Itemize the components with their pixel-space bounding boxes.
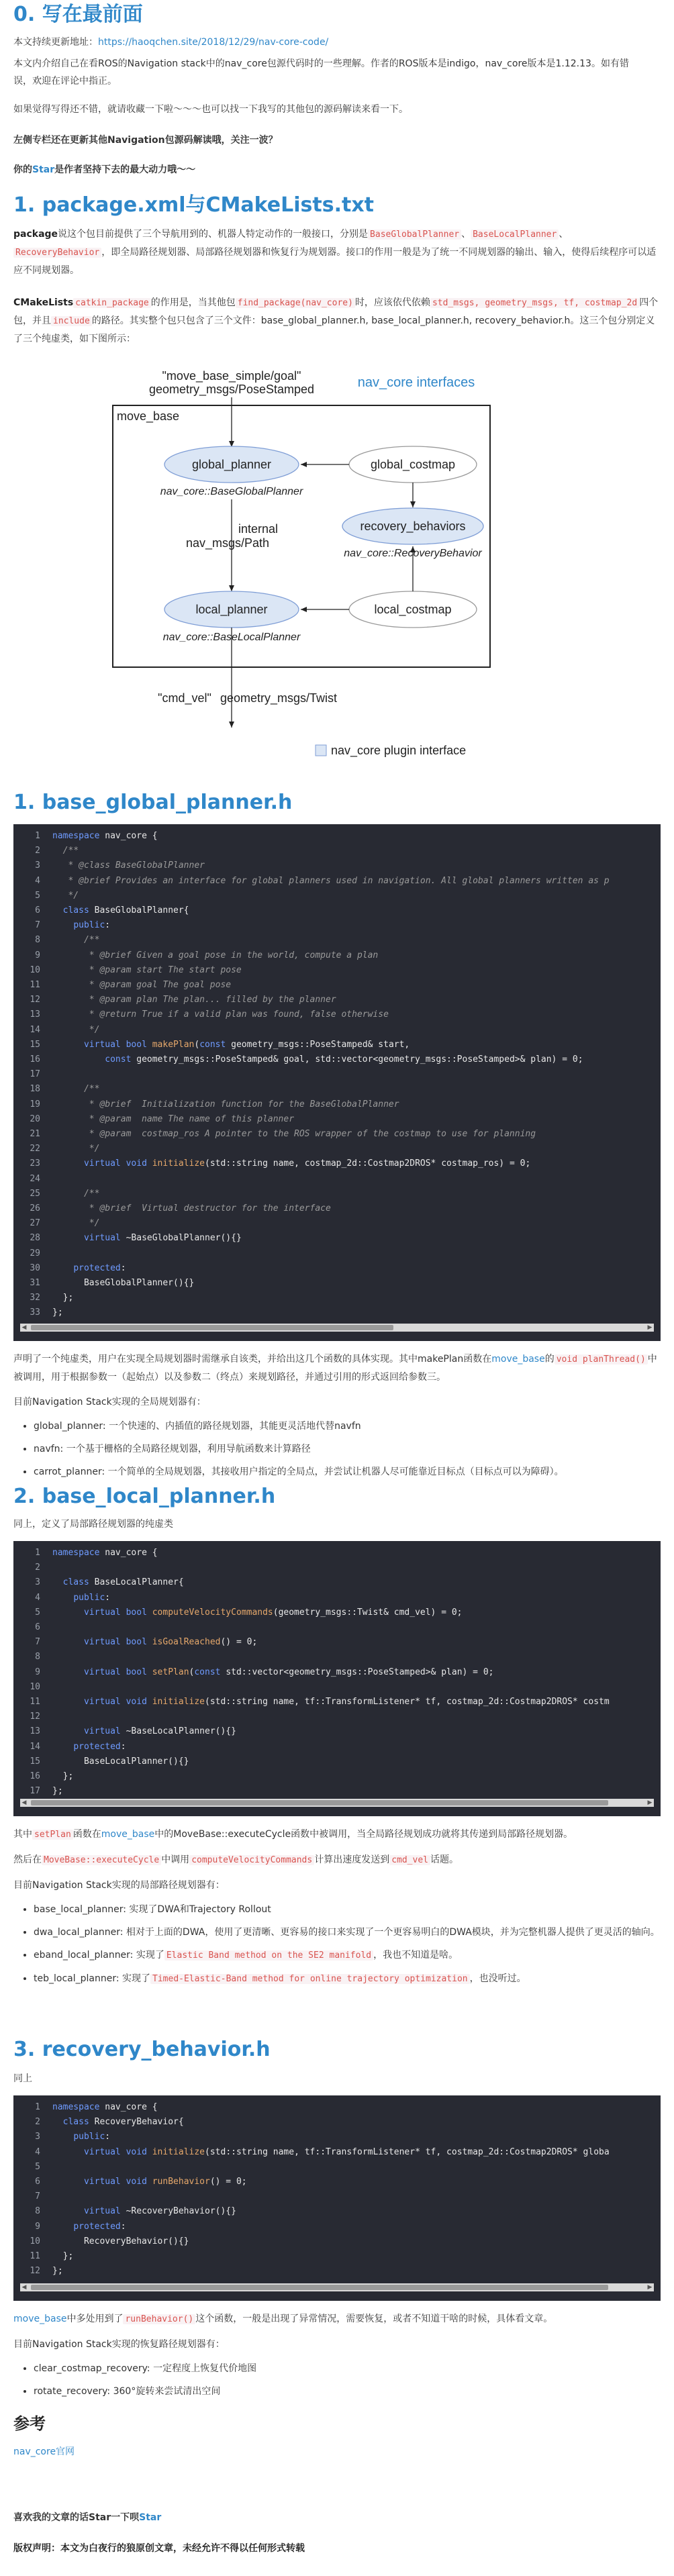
code-line-number: 11 xyxy=(30,1697,40,1707)
code-line: * @param start The start pose xyxy=(52,964,242,975)
code-line-number: 21 xyxy=(30,1129,40,1139)
intro-star-suffix: 是作者坚持下去的最大动力哦～～ xyxy=(54,164,196,175)
code-line: }; xyxy=(52,1771,74,1781)
code-line-number: 19 xyxy=(30,1099,40,1109)
cmake-term: CMakeLists xyxy=(13,297,74,308)
code-line-number: 22 xyxy=(30,1144,40,1154)
code-line: virtual bool isGoalReached() = 0; xyxy=(83,1637,258,1648)
recovery-description xyxy=(13,2310,661,2328)
section-title-global: 1. base_global_planner.h xyxy=(13,791,293,814)
code-line: }; xyxy=(52,2251,74,2261)
code-recovery: RecoveryBehavior xyxy=(13,248,101,258)
code-block-recovery xyxy=(13,2095,661,2301)
list-item: • base_local_planner: 实现了DWA和Trajectory Rollout xyxy=(34,1901,674,1918)
code-line-number: 7 xyxy=(35,920,40,931)
sep-1: 、 xyxy=(461,229,471,240)
code-line: virtual bool computeVelocityCommands(geometry_msgs::Twist& cmd_vel) = 0; xyxy=(83,1607,463,1618)
move-base-link[interactable]: move_base xyxy=(491,1354,545,1365)
code-line: /** xyxy=(52,846,79,856)
legend-label: nav_core plugin interface xyxy=(331,744,467,757)
move-base-link[interactable]: move_base xyxy=(101,1829,155,1840)
code-line-number: 2 xyxy=(35,846,40,856)
code-line: namespace nav_core { xyxy=(52,1548,158,1558)
scroll-left-icon[interactable]: ◀ xyxy=(21,1799,27,1806)
code-line-number: 24 xyxy=(30,1173,40,1184)
code-line: * @class BaseGlobalPlanner xyxy=(52,860,205,871)
code-line: }; xyxy=(52,1293,74,1303)
code-line: public: xyxy=(73,1592,111,1603)
code-line-number: 33 xyxy=(30,1307,40,1318)
scroll-thumb[interactable] xyxy=(31,2285,608,2290)
code-line-number: 7 xyxy=(35,2191,40,2202)
code-scrollbar-global[interactable] xyxy=(20,1324,654,1332)
section-title-local: 2. base_local_planner.h xyxy=(13,1485,276,1508)
code-line: class BaseGlobalPlanner{ xyxy=(62,905,189,915)
scroll-right-icon[interactable]: ▶ xyxy=(647,1324,653,1331)
sep-2: 、 xyxy=(559,229,569,240)
code-line-number: 12 xyxy=(30,995,40,1005)
list-item: • teb_local_planner: 实现了 Timed-Elastic-Band method for online trajectory optimization ，也没听过。 xyxy=(34,1970,674,1988)
global-costmap-label: global_costmap xyxy=(370,458,456,471)
footer-star-link[interactable]: Star xyxy=(139,2512,162,2523)
local-planner-iface: nav_core::BaseLocalPlanner xyxy=(162,632,301,643)
move-base-link[interactable]: move_base xyxy=(13,2314,67,2324)
intro-paragraph-3: 左侧专栏还在更新其他Navigation包源码解读哦，关注一波？ xyxy=(13,135,278,146)
local-intro: 同上，定义了局部路径规划器的纯虚类 xyxy=(13,1519,173,1530)
code-line-number: 13 xyxy=(30,1726,40,1737)
code-block-global xyxy=(13,824,661,1341)
code-line: * @param goal The goal pose xyxy=(52,980,232,990)
code-execute-cycle: MoveBase::executeCycle xyxy=(42,1855,161,1865)
code-line-number: 32 xyxy=(30,1293,40,1303)
section-title-package: 1. package.xml与CMakeLists.txt xyxy=(13,193,375,217)
code-line: * @brief Virtual destructor for the interface xyxy=(52,1203,331,1213)
code-line: }; xyxy=(52,1307,63,1318)
code-line-number: 2 xyxy=(35,2117,40,2128)
code-line-number: 6 xyxy=(35,1622,40,1632)
diagram-title: nav_core interfaces xyxy=(357,375,475,390)
global-desc-text-3: 中被调用，用于根据参数一（起始点）以及参数二（终点）来规划路径，并通过引用的形式返回给参数三。 xyxy=(13,1354,657,1383)
code-line-number: 10 xyxy=(30,2236,40,2246)
list-item: • global_planner: 一个快速的、内插值的路径规划器，其能更灵活地代替navfn xyxy=(34,1418,674,1435)
list-item: • carrot_planner: 一个简单的全局规划器，其接收用户指定的全局点，并尝试让机器人尽可能靠近目标点（目标点可以为障碍）。 xyxy=(34,1463,674,1481)
code-line-number: 30 xyxy=(30,1262,40,1273)
code-line: * @param costmap_ros A pointer to the ROS wrapper of the costmap to use for planning xyxy=(52,1129,536,1139)
code-line-number: 17 xyxy=(30,1786,40,1797)
code-line-number: 20 xyxy=(30,1113,40,1124)
local-desc2-text-1: 然后在 xyxy=(13,1854,42,1865)
code-set-plan: setPlan xyxy=(32,1830,73,1840)
code-line: * @brief Initialization function for the BaseGlobalPlanner xyxy=(52,1099,399,1109)
local-planner-list xyxy=(13,1901,674,1993)
references-title: 参考 xyxy=(13,2414,46,2433)
global-description xyxy=(13,1350,661,1386)
code-line-number: 15 xyxy=(30,1039,40,1050)
code-line: */ xyxy=(52,1024,100,1035)
code-line: protected: xyxy=(73,1262,126,1273)
recovery-label: recovery_behaviors xyxy=(360,519,466,533)
code-line-number: 3 xyxy=(35,860,40,871)
code-line: class RecoveryBehavior{ xyxy=(62,2117,184,2128)
code-find-package: find_package(nav_core) xyxy=(236,298,355,308)
code-eband: Elastic Band method on the SE2 manifold xyxy=(164,1950,373,1961)
internal-label: internal xyxy=(238,522,279,536)
local-desc2-text-4: 话题。 xyxy=(430,1854,459,1865)
scroll-right-icon[interactable]: ▶ xyxy=(647,2284,653,2291)
code-line-number: 14 xyxy=(30,1741,40,1752)
copyright-notice: 版权声明：本文为白夜行的狼原创文章，未经允许不得以任何形式转载 xyxy=(13,2543,305,2554)
code-line-number: 3 xyxy=(35,1577,40,1588)
code-line-number: 16 xyxy=(30,1054,40,1064)
code-line: BaseLocalPlanner(){} xyxy=(52,1756,189,1767)
code-line: virtual void runBehavior() = 0; xyxy=(83,2177,247,2187)
move-base-label: move_base xyxy=(117,409,180,423)
cmake-text-2: 时，应该依代依赖 xyxy=(354,297,430,308)
global-planner-label: global_planner xyxy=(191,458,272,471)
code-line-number: 9 xyxy=(35,2221,40,2232)
goal-topic-label: "move_base_simple/goal" xyxy=(162,369,301,383)
code-line-number: 3 xyxy=(35,2132,40,2142)
code-line: */ xyxy=(52,1144,100,1154)
package-text-2: ，即全局路径规划器、局部路径规划器和恢复行为规划器。接口的作用一般是为了统一不同规划器的输出、输入，使得后续程序可以适应不同规划器。 xyxy=(13,247,657,276)
code-catkin: catkin_package xyxy=(73,298,151,308)
footer-like xyxy=(13,2509,661,2526)
footer-like-text: 喜欢我的文章的话Star一下呗 xyxy=(13,2512,140,2523)
code-deps: std_msgs, geometry_msgs, tf, costmap_2d xyxy=(430,298,639,308)
local-desc-text-3: 中的MoveBase::executeCycle函数中被调用，当全局路径规划成功就将其传递到局部路径规划器。 xyxy=(154,1829,573,1840)
code-cmd-vel: cmd_vel xyxy=(389,1855,430,1865)
source-line xyxy=(13,34,661,51)
global-planner-iface: nav_core::BaseGlobalPlanner xyxy=(160,486,303,497)
code-teb: Timed-Elastic-Band method for online trajectory optimization xyxy=(150,1974,470,1984)
code-line-number: 27 xyxy=(30,1218,40,1229)
code-line: const geometry_msgs::PoseStamped& goal, std::vector<geometry_msgs::PoseStamped>& plan) = 0; xyxy=(105,1054,583,1064)
code-line-number: 5 xyxy=(35,1607,40,1618)
list-item: • eband_local_planner: 实现了 Elastic Band method on the SE2 manifold ，我也不知道是啥。 xyxy=(34,1946,674,1965)
code-line-number: 15 xyxy=(30,1756,40,1767)
code-line: * @brief Provides an interface for global planners used in navigation. All global planners written as p xyxy=(52,875,610,886)
recovery-desc-text-1: 中多处用到了 xyxy=(66,2314,124,2324)
star-link[interactable]: Star xyxy=(32,164,55,175)
intro-star-prefix: 你的 xyxy=(13,164,32,175)
code-line-number: 12 xyxy=(30,1712,40,1722)
package-term: package xyxy=(13,229,58,240)
intro-paragraph-1: 本文内介绍自己在看ROS的Navigation stack中的nav_core包源代码时的一些理解。作者的ROS版本是indigo，nav_core版本是1.12.13。如有错误，欢迎在评论中指正。 xyxy=(13,58,629,87)
code-line-number: 4 xyxy=(35,2146,40,2157)
nav-core-wiki-link[interactable]: nav_core官网 xyxy=(13,2446,75,2457)
code-line: virtual void initialize(std::string name, tf::TransformListener* tf, costmap_2d::Costmap2DROS* globa xyxy=(83,2146,610,2157)
local-desc2-text-3: 计算出速度发送到 xyxy=(314,1854,390,1865)
code-line: virtual bool setPlan(const std::vector<geometry_msgs::PoseStamped>& plan) = 0; xyxy=(83,1667,494,1677)
recovery-list xyxy=(13,2360,674,2406)
scroll-thumb[interactable] xyxy=(31,1325,393,1330)
cmake-paragraph xyxy=(13,294,661,348)
code-line-number: 11 xyxy=(30,980,40,990)
recovery-intro: 同上 xyxy=(13,2073,32,2084)
code-scrollbar-local[interactable] xyxy=(20,1799,654,1807)
list-item: • navfn: 一个基于栅格的全局路径规划器，利用导航函数来计算路径 xyxy=(34,1440,674,1458)
scroll-left-icon[interactable]: ◀ xyxy=(21,1324,27,1331)
list-item: • rotate_recovery: 360°旋转来尝试清出空间 xyxy=(34,2383,674,2400)
code-compute-velocity: computeVelocityCommands xyxy=(189,1855,314,1865)
code-line: public: xyxy=(73,920,111,931)
source-label: 本文持续更新地址： xyxy=(13,37,98,48)
code-line-number: 1 xyxy=(35,1548,40,1558)
code-line: class BaseLocalPlanner{ xyxy=(62,1577,184,1588)
code-line: }; xyxy=(52,1786,63,1797)
local-impl-intro: 目前Navigation Stack实现的局部路径规划器有： xyxy=(13,1880,225,1891)
code-line: virtual ~BaseLocalPlanner(){} xyxy=(83,1726,236,1737)
code-line-number: 16 xyxy=(30,1771,40,1781)
code-line-number: 1 xyxy=(35,2102,40,2112)
nav-core-diagram xyxy=(107,365,497,768)
code-line: BaseGlobalPlanner(){} xyxy=(52,1278,195,1288)
intro-paragraph-4 xyxy=(13,161,661,179)
code-line: /** xyxy=(52,935,100,946)
list-item: • dwa_local_planner: 相对于上面的DWA，使用了更清晰、更容易的接口来实现了一个更容易明白的DWA模块，并为完整机器人提供了更灵活的轴向。 xyxy=(34,1924,674,1941)
code-line: protected: xyxy=(73,1741,126,1752)
code-line-number: 29 xyxy=(30,1248,40,1258)
code-line: * @param name The name of this planner xyxy=(52,1113,295,1124)
code-line-number: 8 xyxy=(35,2206,40,2217)
code-line: }; xyxy=(52,2266,63,2277)
cmake-text-3: 四个包，并且 xyxy=(13,297,659,326)
code-include: include xyxy=(51,316,92,326)
goal-msg-label: geometry_msgs/PoseStamped xyxy=(148,383,315,396)
code-line-number: 26 xyxy=(30,1203,40,1213)
code-line: /** xyxy=(52,1084,100,1095)
code-line: /** xyxy=(52,1188,100,1199)
recovery-impl-intro: 目前Navigation Stack实现的恢复路径规划器有： xyxy=(13,2339,225,2350)
code-line-number: 25 xyxy=(30,1188,40,1199)
code-line: virtual bool makePlan(const geometry_msgs::PoseStamped& start, xyxy=(83,1039,410,1050)
scroll-thumb[interactable] xyxy=(31,1800,608,1805)
code-line-number: 4 xyxy=(35,875,40,886)
code-line-number: 6 xyxy=(35,2177,40,2187)
local-description-2 xyxy=(13,1851,661,1869)
code-line: virtual void initialize(std::string name, costmap_2d::Costmap2DROS* costmap_ros) = 0; xyxy=(83,1158,531,1169)
cmd-vel-topic: "cmd_vel" xyxy=(158,691,211,705)
local-planner-label: local_planner xyxy=(195,603,268,616)
code-line-number: 8 xyxy=(35,1652,40,1663)
local-costmap-label: local_costmap xyxy=(374,603,452,616)
code-line-number: 23 xyxy=(30,1158,40,1169)
code-line: virtual ~BaseGlobalPlanner(){} xyxy=(83,1233,242,1244)
code-line: */ xyxy=(52,1218,100,1229)
code-line: * @param plan The plan... filled by the planner xyxy=(52,995,336,1005)
section-title-recovery: 3. recovery_behavior.h xyxy=(13,2038,271,2061)
legend-swatch xyxy=(316,745,326,756)
package-text: 说这个包目前提供了三个导航用到的、机器人特定动作的一般接口，分别是 xyxy=(58,229,369,240)
code-line-number: 13 xyxy=(30,1009,40,1020)
cmake-text-4: 的路径。其实整个包只包含了三个文件：base_global_planner.h, base_local_planner.h, recovery_behavior.h。这三个包分别定义了三个纯虚类，如下图所示： xyxy=(13,315,655,344)
code-line-number: 9 xyxy=(35,1667,40,1677)
code-line-number: 10 xyxy=(30,964,40,975)
code-line-number: 12 xyxy=(30,2266,40,2277)
code-line: virtual void initialize(std::string name, tf::TransformListener* tf, costmap_2d::Costmap2DROS* costm xyxy=(83,1697,610,1707)
global-planner-list xyxy=(13,1418,674,1486)
recovery-desc-text-2: 这个函数，一般是出现了异常情况，需要恢复，或者不知道干啥的时候，具体看文章。 xyxy=(195,2314,553,2324)
code-line-number: 10 xyxy=(30,1681,40,1692)
code-run-behavior: runBehavior() xyxy=(123,2314,195,2324)
code-line-number: 4 xyxy=(35,1592,40,1603)
code-line-number: 17 xyxy=(30,1069,40,1080)
code-line-number: 18 xyxy=(30,1084,40,1095)
code-line: * @brief Given a goal pose in the world, compute a plan xyxy=(52,950,379,960)
source-link[interactable]: https://haoqchen.site/2018/12/29/nav-core-code/ xyxy=(98,37,329,48)
code-line: namespace nav_core { xyxy=(52,2102,158,2112)
cmake-text-1: 的作用是，当其他包 xyxy=(150,297,236,308)
code-line: protected: xyxy=(73,2221,126,2232)
code-line-number: 2 xyxy=(35,1563,40,1573)
code-line: * @return True if a valid plan was found, false otherwise xyxy=(52,1009,389,1020)
code-line-number: 1 xyxy=(35,831,40,841)
local-desc2-text-2: 中调用 xyxy=(161,1854,190,1865)
code-base-local: BaseLocalPlanner xyxy=(471,230,559,240)
recovery-iface: nav_core::RecoveryBehavior xyxy=(344,548,482,559)
code-line: RecoveryBehavior(){} xyxy=(52,2236,189,2246)
scroll-right-icon[interactable]: ▶ xyxy=(647,1799,653,1806)
package-paragraph xyxy=(13,226,661,279)
code-line-number: 9 xyxy=(35,950,40,960)
global-desc-text-1: 声明了一个纯虚类，用户在实现全局规划器时需继承自该类，并给出这几个函数的具体实现。其中makePlan函数在 xyxy=(13,1354,492,1365)
code-plan-thread: void planThread() xyxy=(555,1354,648,1365)
code-line: */ xyxy=(52,890,79,901)
references-line xyxy=(13,2443,661,2461)
cmd-vel-msg: geometry_msgs/Twist xyxy=(220,691,338,705)
section-title-intro: 0. 写在最前面 xyxy=(13,3,143,26)
code-line-number: 14 xyxy=(30,1024,40,1035)
code-line-number: 31 xyxy=(30,1278,40,1288)
code-block-local xyxy=(13,1541,661,1816)
code-line-number: 5 xyxy=(35,890,40,901)
global-desc-text-2: 的 xyxy=(544,1354,555,1365)
list-item: • clear_costmap_recovery: 一定程度上恢复代价地图 xyxy=(34,2360,674,2377)
code-line-number: 6 xyxy=(35,905,40,915)
global-impl-intro: 目前Navigation Stack实现的全局规划器有： xyxy=(13,1397,206,1407)
code-line: namespace nav_core { xyxy=(52,831,158,841)
code-line-number: 5 xyxy=(35,2161,40,2172)
code-line-number: 28 xyxy=(30,1233,40,1244)
code-line: public: xyxy=(73,2132,111,2142)
code-scrollbar-recovery[interactable] xyxy=(20,2283,654,2291)
code-line: virtual ~RecoveryBehavior(){} xyxy=(83,2206,236,2217)
local-desc-text-2: 函数在 xyxy=(73,1829,101,1840)
intro-paragraph-2: 如果觉得写得还不错，就请收藏一下啦～～～也可以找一下我写的其他包的源码解读来看一下。 xyxy=(13,104,408,115)
code-line-number: 7 xyxy=(35,1637,40,1648)
local-description-1 xyxy=(13,1826,661,1844)
local-desc-text-1: 其中 xyxy=(13,1829,32,1840)
code-line-number: 8 xyxy=(35,935,40,946)
code-base-global: BaseGlobalPlanner xyxy=(368,230,461,240)
scroll-left-icon[interactable]: ◀ xyxy=(21,2284,27,2291)
code-line-number: 11 xyxy=(30,2251,40,2261)
path-msg-label: nav_msgs/Path xyxy=(186,536,270,550)
